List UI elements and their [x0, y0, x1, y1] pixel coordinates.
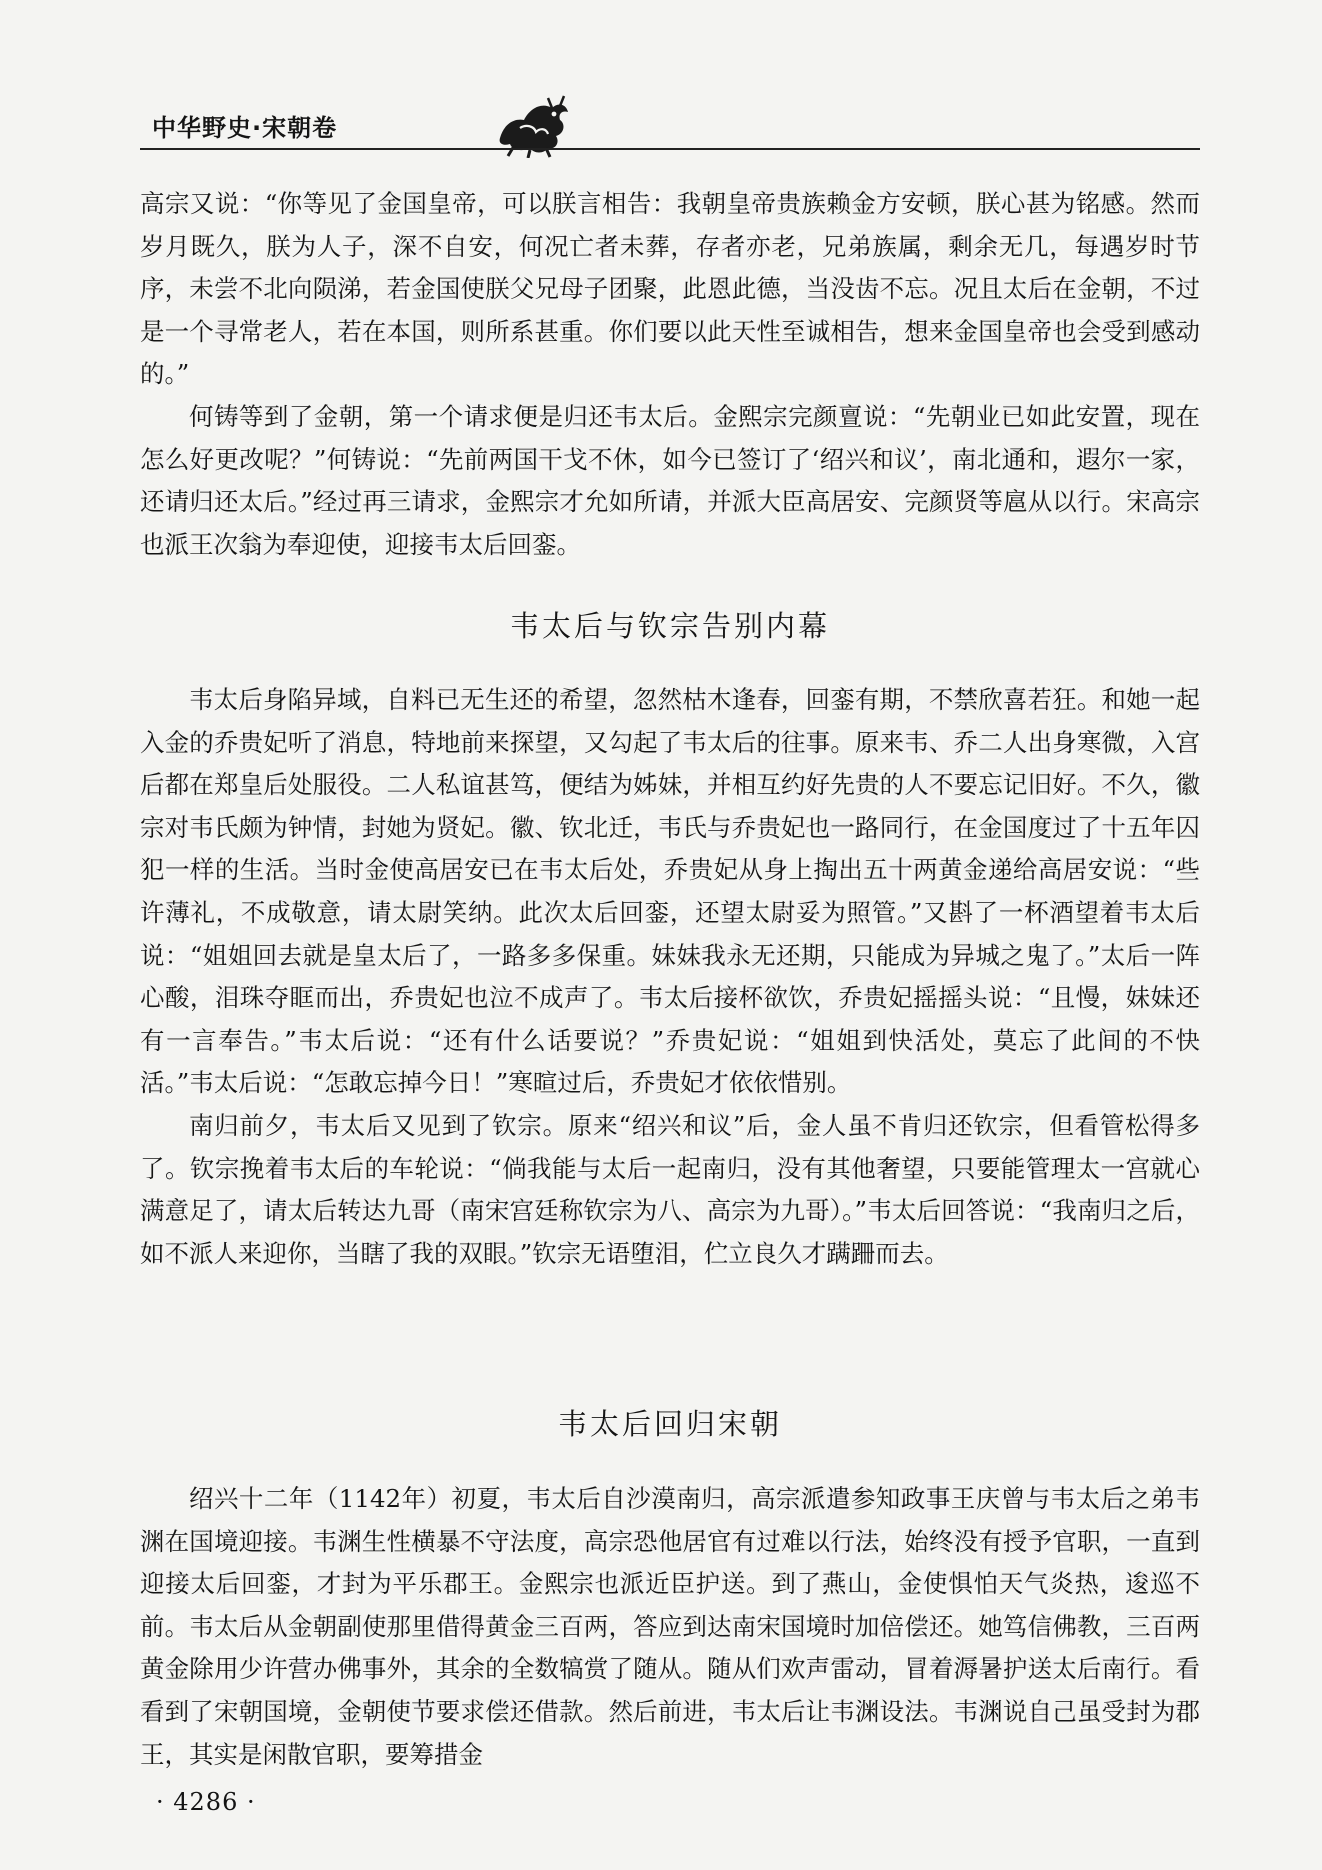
paragraph: 高宗又说：“你等见了金国皇帝，可以朕言相告：我朝皇帝贵族赖金方安顿，朕心甚为铭感。然而岁月既久，朕为人子，深不自安，何况亡者未葬，存者亦老，兄弟族属，剩余无几，每遇岁时节序，未尝不北向陨涕，若金国使朕父兄母子团聚，此恩此德，当没齿不忘。况且太后在金朝，不过是一个寻常老人，若在本国，则所系甚重。你们要以此天性至诚相告，想来金国皇帝也会受到感动的。” [140, 189, 1200, 389]
paragraph: 韦太后身陷异域，自料已无生还的希望，忽然枯木逢春，回銮有期，不禁欣喜若狂。和她一起入金的乔贵妃听了消息，特地前来探望，又勾起了韦太后的往事。原来韦、乔二人出身寒微，入宫后都在郑皇后处服役。二人私谊甚笃，便结为姊妹，并相互约好先贵的人不要忘记旧好。不久，徽宗对韦氏颇为钟情，封她为贤妃。徽、钦北迁，韦氏与乔贵妃也一路同行，在金国度过了十五年囚犯一样的生活。当时金使高居安已在韦太后处，乔贵妃从身上掏出五十两黄金递给高居安说：“些许薄礼，不成敬意，请太尉笑纳。此次太后回銮，还望太尉妥为照管。”又斟了一杯酒望着韦太后说：“姐姐回去就是皇太后了，一路多多保重。妹妹我永无还期，只能成为异城之鬼了。”太后一阵心酸，泪珠夺眶而出，乔贵妃也泣不成声了。韦太后接杯欲饮，乔贵妃摇摇头说：“且慢，妹妹还有一言奉告。”韦太后说：“还有什么话要说？”乔贵妃说：“姐姐到快活处，莫忘了此间的不快活。”韦太后说：“怎敢忘掉今日！”寒暄过后，乔贵妃才依依惜别。 [140, 685, 1200, 1098]
paragraph: 何铸等到了金朝，第一个请求便是归还韦太后。金熙宗完颜亶说：“先朝业已如此安置，现在怎么好更改呢？”何铸说：“先前两国干戈不休，如今已签订了‘绍兴和议’，南北通和，遐尔一家，还请归还太后。”经过再三请求，金熙宗才允如所请，并派大臣高居安、完颜贤等扈从以行。宋高宗也派王次翁为奉迎使，迎接韦太后回銮。 [140, 401, 1200, 559]
text-block-section2 [140, 1478, 1200, 1776]
page-number: · 4286 · [156, 1788, 256, 1816]
section-heading: 韦太后与钦宗告别内幕 [509, 609, 830, 643]
text-block-section1 [140, 679, 1200, 1275]
book-title: 中华野史·宋朝卷 [152, 114, 338, 142]
paragraph: 绍兴十二年（1142年）初夏，韦太后自沙漠南归，高宗派遣参知政事王庆曾与韦太后之弟韦渊在国境迎接。韦渊生性横暴不守法度，高宗恐他居官有过难以行法，始终没有授予官职，一直到迎接太后回銮，才封为平乐郡王。金熙宗也派近臣护送。到了燕山，金使惧怕天气炎热，逡巡不前。韦太后从金朝副使那里借得黄金三百两，答应到达南宋国境时加倍偿还。她笃信佛教，三百两黄金除用少许营办佛事外，其余的全数犒赏了随从。随从们欢声雷动，冒着溽暑护送太后南行。看看到了宋朝国境，金朝使节要求偿还借款。然后前进，韦太后让韦渊设法。韦渊说自己虽受封为郡王，其实是闲散官职，要筹措金 [140, 1484, 1200, 1769]
header-rule [140, 148, 1200, 150]
paragraph: 南归前夕，韦太后又见到了钦宗。原来“绍兴和议”后，金人虽不肯归还钦宗，但看管松得多了。钦宗挽着韦太后的车轮说：“倘我能与太后一起南归，没有其他奢望，只要能管理太一宫就心满意足了，请太后转达九哥（南宋宫廷称钦宗为八、高宗为九哥）。”韦太后回答说：“我南归之后，如不派人来迎你，当瞎了我的双眼。”钦宗无语堕泪，伫立良久才蹒跚而去。 [140, 1110, 1200, 1268]
running-header [140, 100, 1200, 160]
section-heading: 韦太后回归宋朝 [557, 1407, 782, 1441]
text-block-intro [140, 183, 1200, 566]
